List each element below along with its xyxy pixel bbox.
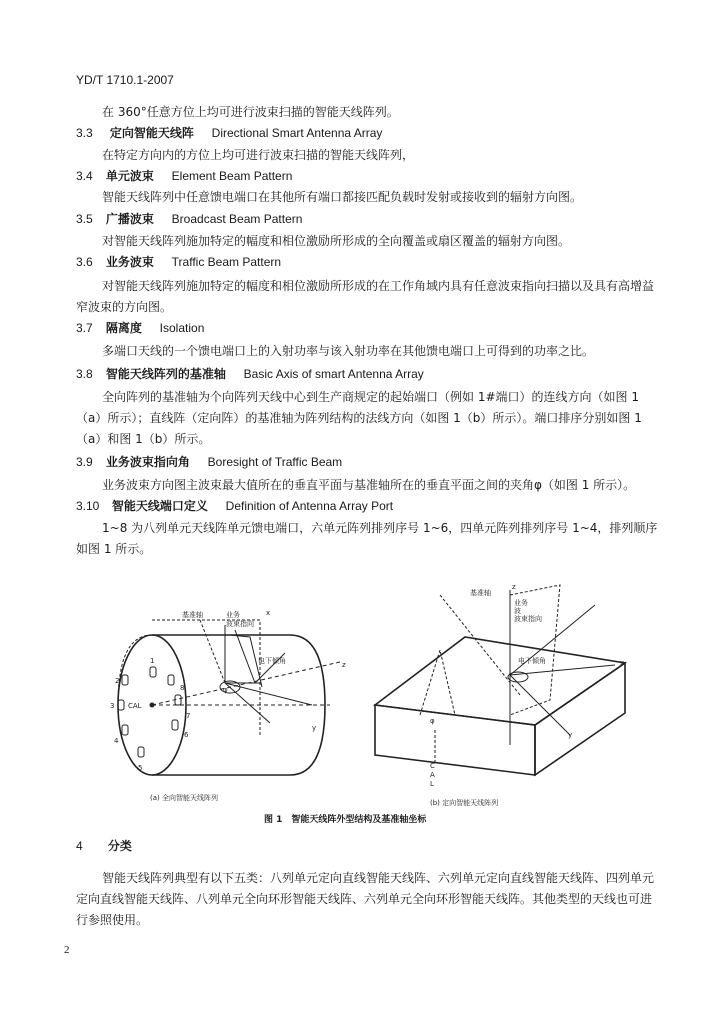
para-3-4: 智能天线阵列中任意馈电端口在其他所有端口都接匹配负载时发射或接收到的辐射方向图。	[102, 190, 583, 204]
section-number: 3.4	[76, 169, 93, 183]
port-label: 2	[115, 677, 120, 685]
label-y: y	[312, 724, 317, 732]
label-axis: 基准轴	[470, 589, 491, 597]
section-title-en: Traffic Beam Pattern	[171, 255, 282, 269]
section-title-zh: 业务波束指向角	[105, 455, 190, 469]
port-label: 8	[180, 684, 185, 692]
label-cal: C	[430, 762, 435, 770]
para-3-5: 对智能天线阵列施加特定的幅度和相位激励所形成的全向覆盖或扇区覆盖的辐射方向图。	[102, 234, 571, 248]
section-title-zh: 业务波束	[105, 255, 154, 269]
heading-3-3	[76, 125, 382, 141]
section-number: 3.5	[76, 212, 93, 226]
para-3-3: 在特定方向内的方位上均可进行波束扫描的智能天线阵列，	[102, 148, 415, 162]
label-tilt: 电下倾角	[518, 657, 546, 665]
section-title-zh: 智能天线端口定义	[111, 499, 208, 513]
para-3-9: 业务波束方向图主波束最大值所在的垂直平面与基准轴所在的垂直平面之间的夹角φ（如图 1 所示）。	[102, 478, 636, 492]
section-number: 3.7	[76, 321, 93, 335]
cylinder-drawing	[118, 620, 340, 775]
heading-3-9	[76, 454, 342, 470]
section-number: 3.3	[76, 126, 93, 140]
label-beam-2: 波	[514, 607, 521, 615]
section-number: 3.8	[76, 367, 93, 381]
figure-caption: 图 1 智能天线阵外型结构及基准轴坐标	[264, 815, 427, 825]
section-title-en: Broadcast Beam Pattern	[171, 212, 303, 226]
figure-1	[80, 575, 660, 810]
label-beam-1: 业务	[514, 599, 528, 607]
label-x: x	[266, 609, 271, 617]
section-title-en: Basic Axis of smart Antenna Array	[243, 367, 424, 381]
section-number: 4	[76, 839, 83, 853]
section-title-en: Element Beam Pattern	[171, 169, 293, 183]
page-number: 2	[64, 944, 70, 956]
label-axis: 基准轴	[182, 611, 203, 619]
label-beam-2: 波束指向	[226, 620, 254, 628]
port-label: 1	[150, 657, 155, 665]
section-number: 3.9	[76, 455, 93, 469]
section-title-en: Definition of Antenna Array Port	[225, 499, 394, 513]
section-title-zh: 智能天线阵列的基准轴	[105, 367, 226, 381]
para-4: 智能天线阵列典型有以下五类：八列单元定向直线智能天线阵、六列单元定向直线智能天线阵、四列单元定向直线智能天线阵、八列单元全向环形智能天线阵、六列单元全向环形智能天线阵。其他类型的天线也可进行参照使用。	[76, 871, 655, 927]
label-cal: CAL	[128, 702, 142, 710]
port-label: 6	[184, 731, 189, 739]
subcaption-a: (a) 全向智能天线阵列	[150, 794, 218, 802]
section-title-zh: 广播波束	[105, 212, 154, 226]
section-number: 3.10	[76, 499, 100, 513]
para-3-6: 对智能天线阵列施加特定的幅度和相位激励所形成的在工作角域内具有任意波束指向扫描以及具有高增益窄波束的方向图。	[76, 279, 655, 314]
slab-drawing	[375, 585, 625, 775]
heading-3-6	[76, 254, 281, 270]
label-y: y	[568, 731, 573, 739]
para-3-2-continued: 在 360°任意方位上均可进行波束扫描的智能天线阵列。	[102, 105, 399, 119]
section-title-en: Isolation	[159, 321, 205, 335]
heading-3-10	[76, 498, 393, 514]
heading-3-8	[76, 366, 424, 382]
standard-number: YD/T 1710.1-2007	[76, 73, 174, 87]
section-title-zh: 隔离度	[105, 321, 142, 335]
heading-3-7	[76, 320, 204, 336]
section-title-en: Boresight of Traffic Beam	[207, 455, 343, 469]
label-z: z	[342, 661, 346, 669]
label-cal: L	[430, 780, 434, 788]
label-phi: φ	[223, 686, 228, 694]
section-title-zh: 分类	[107, 839, 132, 853]
para-3-10: 1~8 为八列单元天线阵单元馈电端口，六单元阵列排列序号 1~6，四单元阵列排列序号 1~4，排列顺序如图 1 所示。	[76, 521, 658, 556]
subcaption-b: (b) 定向智能天线阵列	[430, 799, 499, 807]
para-3-7: 多端口天线的一个馈电端口上的入射功率与该入射功率在其他馈电端口上可得到的功率之比。	[102, 344, 595, 358]
label-tilt: 电下倾角	[258, 657, 286, 665]
label-cal: A	[430, 771, 435, 779]
heading-3-4	[76, 168, 292, 184]
label-z: z	[512, 583, 516, 591]
section-number: 3.6	[76, 255, 93, 269]
heading-4	[76, 838, 146, 854]
section-title-zh: 单元波束	[105, 169, 154, 183]
label-x: x	[620, 659, 625, 667]
label-phi: φ	[430, 717, 435, 725]
para-3-8: 全向阵列的基准轴为个向阵列天线中心到生产商规定的起始端口（例如 1#端口）的连线方向（如图 1（a）所示）；直线阵（定向阵）的基准轴为阵列结构的法线方向（如图 1（b）所示）。端口排序分别如图 1（a）和图 1（b）所示。	[76, 390, 642, 446]
port-label: 4	[114, 737, 119, 745]
section-title-zh: 定向智能天线阵	[109, 126, 194, 140]
label-beam-1: 业务	[226, 611, 240, 619]
port-label: 3	[110, 702, 115, 710]
label-beam-3: 波束指向	[514, 615, 542, 623]
port-label: 5	[138, 764, 143, 772]
heading-3-5	[76, 211, 302, 227]
port-label: 7	[186, 712, 191, 720]
section-title-en: Directional Smart Antenna Array	[211, 126, 383, 140]
